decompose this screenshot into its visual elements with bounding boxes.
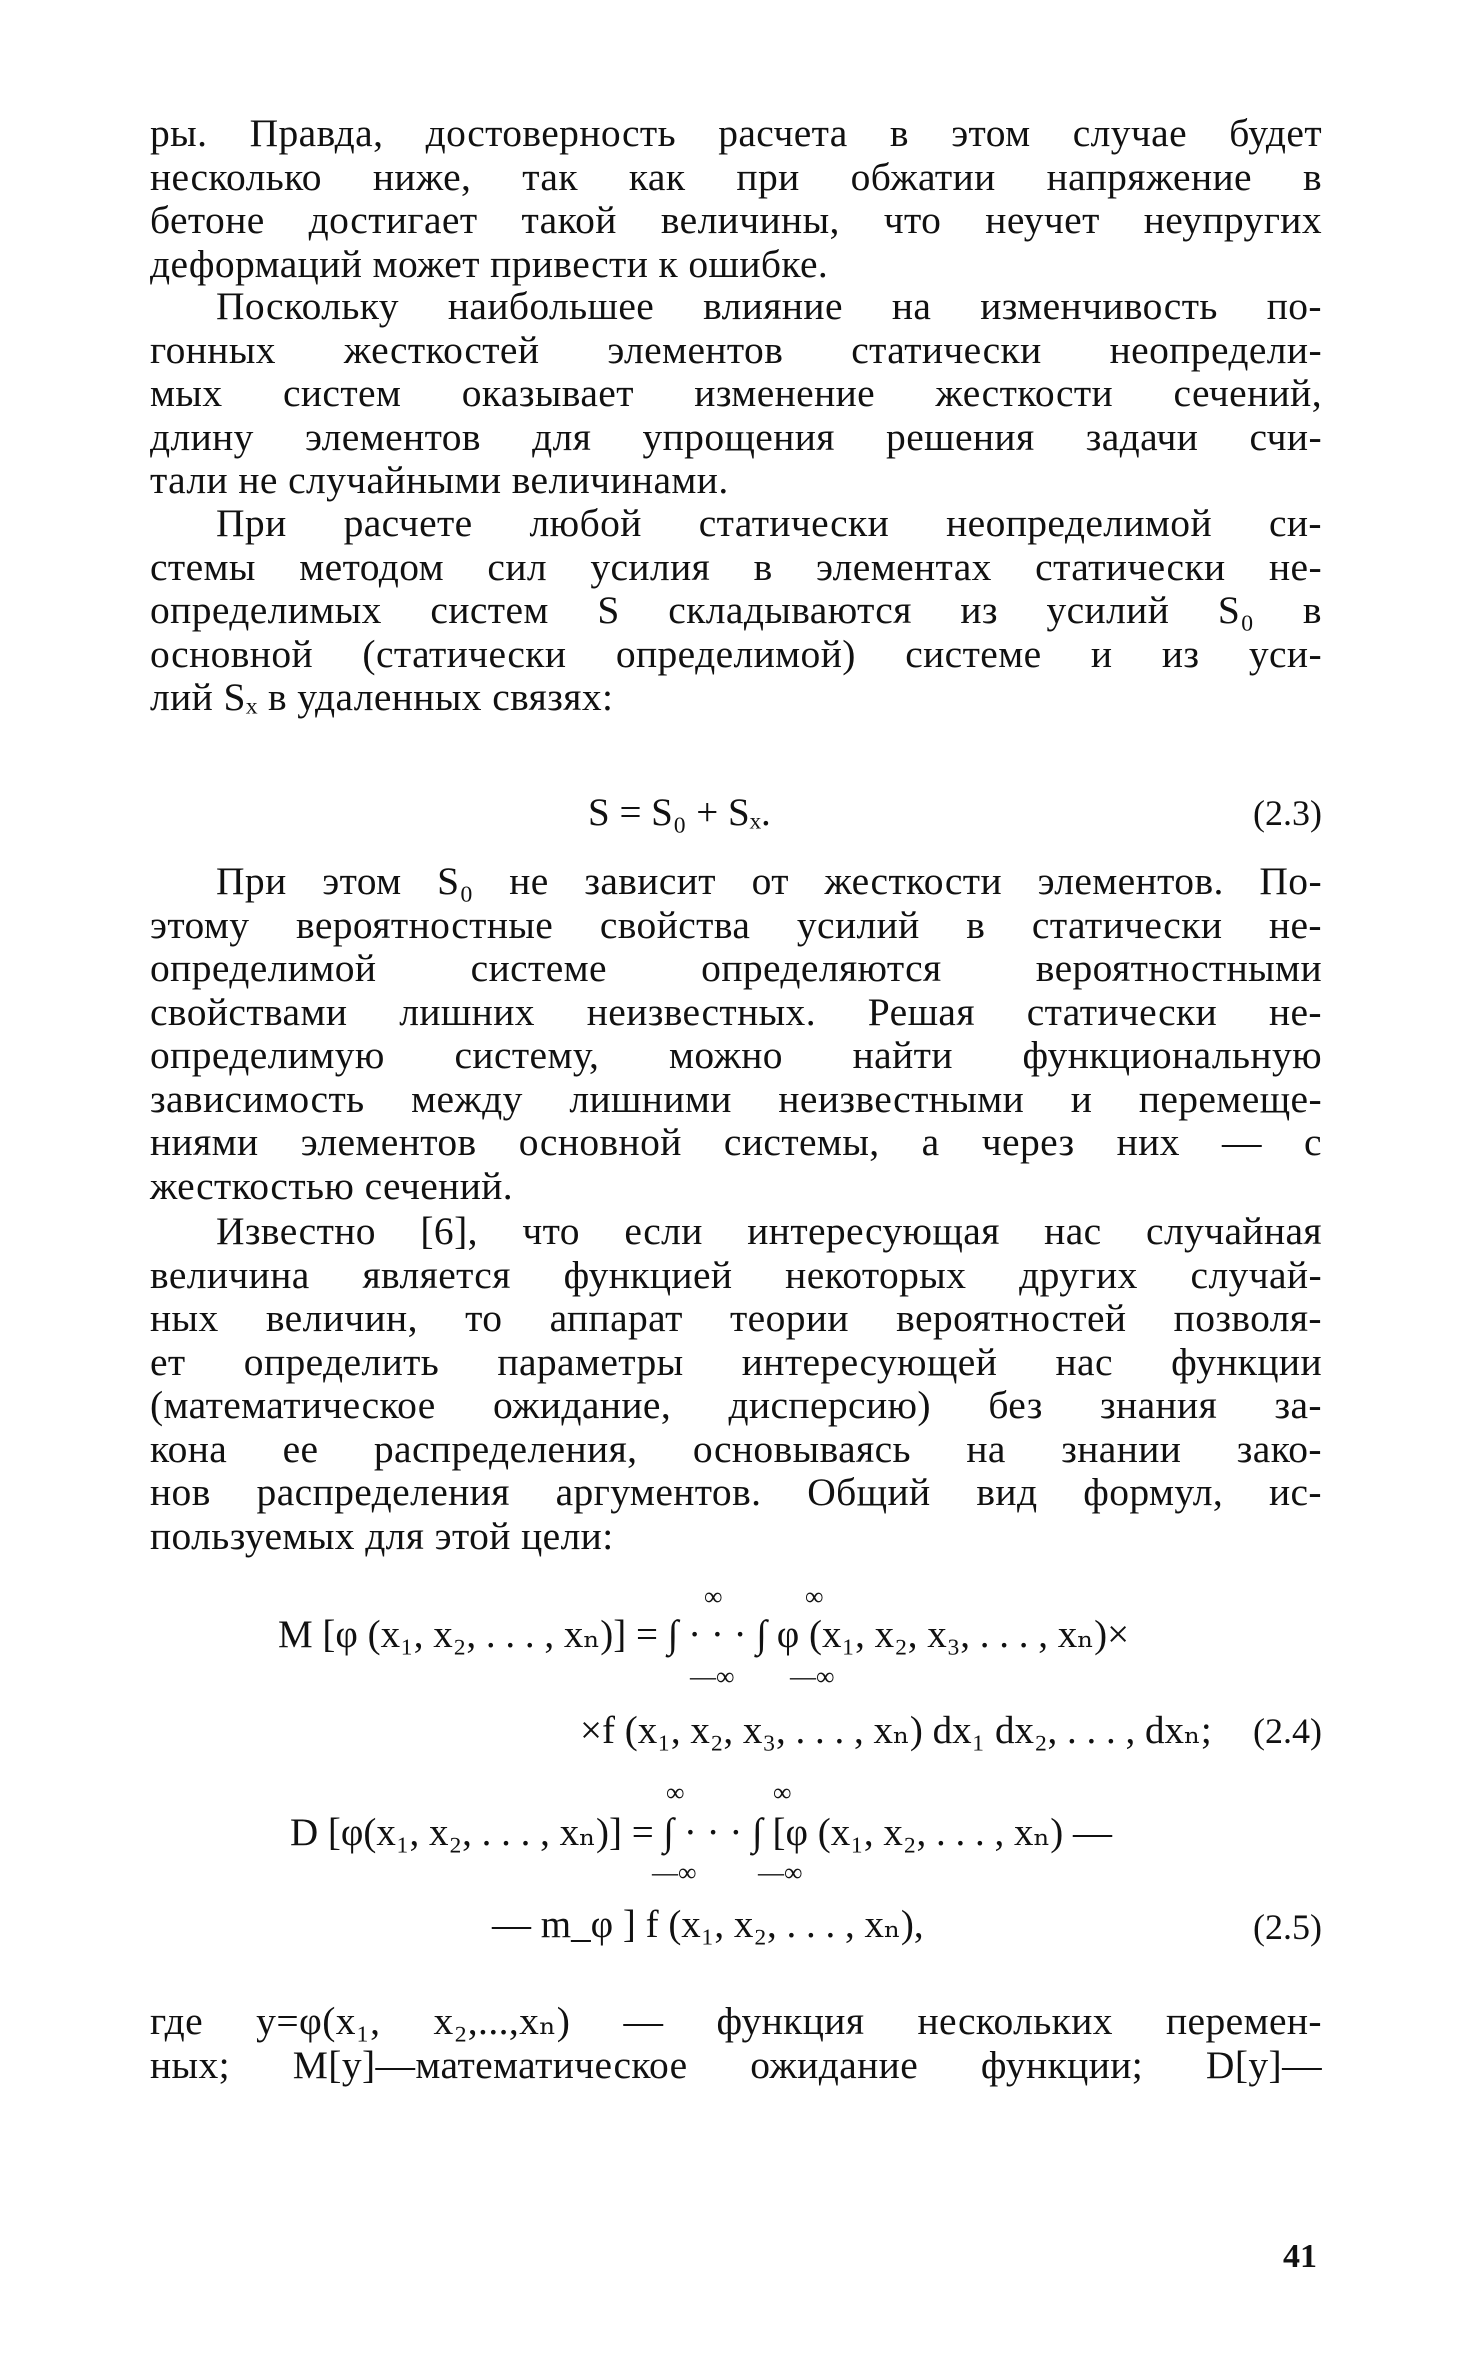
integral-upper-limit: ∞ [704,1582,723,1611]
page-number: 41 [1283,2238,1317,2275]
text-line: стемы методом сил усилия в элементах статически не- [150,544,1322,589]
text-line: определимую систему, можно найти функциональную [150,1033,1322,1077]
text-line: бетоне достигает такой величины, что неучет неупругих [150,198,1322,242]
equation-number-2-3: (2.3) [1253,793,1322,833]
text-line: лий Sₓ в удаленных связях: [150,675,614,719]
text-line: определимой системе определяются вероятностными [150,946,1322,990]
paragraph-6 [150,2000,1322,2087]
paragraph-3 [150,502,1322,720]
text-line: где y=φ(x₁, x₂,...,xₙ) — функция нескольких перемен- [150,1999,1322,2043]
integral-upper-limit: ∞ [773,1778,792,1807]
text-line: При этом S₀ не зависит от жесткости элементов. По- [216,859,1322,903]
integral-lower-limit: —∞ [690,1662,735,1691]
text-line: ры. Правда, достоверность расчета в этом случае будет [150,111,1322,155]
text-line: кона ее распределения, основываясь на знании зако- [150,1426,1322,1471]
text-line: определимых систем S складываются из усилий S₀ в [150,588,1322,632]
text-line: величина является функцией некоторых других случай- [150,1252,1322,1297]
text-line: ет определить параметры интересующей нас функции [150,1339,1322,1384]
text-line: пользуемых для этой цели: [150,1513,614,1558]
text-line: зависимость между лишними неизвестными и перемеще- [150,1076,1322,1121]
text-line: деформаций может привести к ошибке. [150,241,829,286]
text-line: гонных жесткостей элементов статически неопредели- [150,327,1322,372]
integral-lower-limit: —∞ [758,1858,803,1887]
equation-2-5-line-1: D [φ(x₁, x₂, . . . , xₙ)] = ∫ · · · ∫ [φ (x₁, x₂, . . . , xₙ) — [290,1811,1113,1854]
text-line: При расчете любой статически неопределимой си- [216,501,1322,545]
text-line: этому вероятностные свойства усилий в статически не- [150,902,1322,947]
paragraph-4 [150,860,1322,1208]
text-line: свойствами лишних неизвестных. Решая статически не- [150,989,1322,1034]
integral-lower-limit: —∞ [790,1662,835,1691]
text-line: жесткостью сечений. [150,1163,514,1208]
text-line: нов распределения аргументов. Общий вид формул, ис- [150,1470,1322,1514]
text-line: несколько ниже, так как при обжатии напряжение в [150,154,1322,199]
text-line: ниями элементов основной системы, а через них — с [150,1120,1322,1164]
text-line: (математическое ожидание, дисперсию) без знания за- [150,1383,1322,1427]
integral-lower-limit: —∞ [652,1858,697,1887]
text-line: тали не случайными величинами. [150,458,729,502]
equation-2-4-line-1: M [φ (x₁, x₂, . . . , xₙ)] = ∫ · · · ∫ φ (x₁, x₂, x₃, . . . , xₙ)× [278,1613,1130,1656]
equation-2-5-line-2: — m_φ ] f (x₁, x₂, . . . , xₙ), [492,1903,924,1946]
paragraph-1 [150,112,1322,286]
text-line: мых систем оказывает изменение жесткости сечений, [150,371,1322,415]
text-line: ных величин, то аппарат теории вероятностей позволя- [150,1296,1322,1340]
text-line: ных; M[y]—математическое ожидание функции; D[y]— [150,2042,1322,2087]
paragraph-5 [150,1210,1322,1558]
equation-number-2-5: (2.5) [1253,1907,1322,1947]
equation-2-4-line-2: ×f (x₁, x₂, x₃, . . . , xₙ) dx₁ dx₂, . . . , dxₙ; [580,1709,1212,1752]
integral-upper-limit: ∞ [805,1582,824,1611]
text-line: Поскольку наибольшее влияние на изменчивость по- [216,284,1322,328]
integral-upper-limit: ∞ [666,1778,685,1807]
paragraph-2 [150,285,1322,503]
text-line: основной (статически определимой) системе и из уси- [150,631,1322,676]
text-line: длину элементов для упрощения решения задачи счи- [150,414,1322,459]
equation-number-2-4: (2.4) [1253,1711,1322,1751]
equation-2-3: S = S₀ + Sₓ. [588,791,771,834]
text-line: Известно [6], что если интересующая нас случайная [216,1209,1322,1253]
